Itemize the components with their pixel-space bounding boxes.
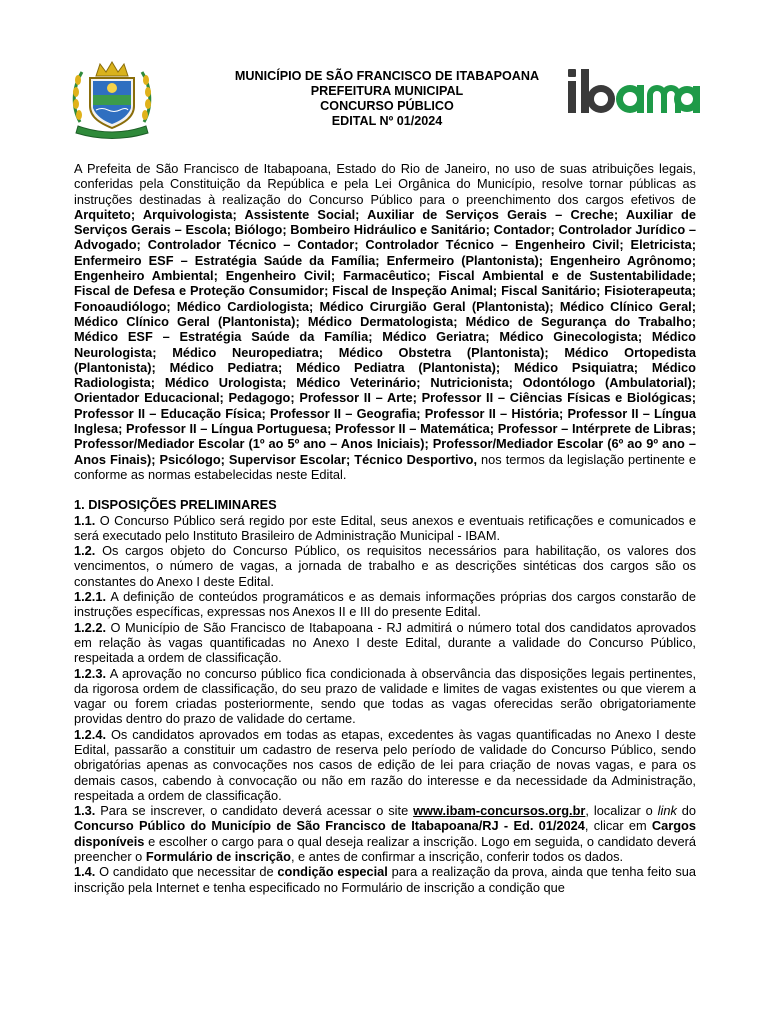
- clause-text: , clicar em: [584, 818, 652, 834]
- clause-1-2-2: [74, 620, 696, 666]
- clause-text: O Município de São Francisco de Itabapoana - RJ admitirá o número total dos candidatos aprovados em relação às vagas quantificadas no Anexo I deste Edital, durante a validade do Concurso Público, respeitada a ordem de classificação.: [74, 619, 696, 666]
- clause-text: A definição de conteúdos programáticos e as demais informações próprias dos cargos constarão de instruções específicas, expressas nos Anexos II e III do presente Edital.: [74, 589, 696, 620]
- condicao-especial-label: condição especial: [277, 864, 388, 880]
- clause-text: A aprovação no concurso público fica condicionada à observância das disposições legais pertinentes, da rigorosa ordem de classificação, do seu prazo de validade e limites de vagas existentes ou que vierem a vagar ou forem criadas posteriormente, sendo que todas as vagas oferecidas serão obrigatoriamente providas dentro do prazo de validade do certame.: [74, 665, 696, 727]
- formulario-label: Formulário de inscrição: [145, 849, 291, 865]
- intro-lead: A Prefeita de São Francisco de Itabapoana, Estado do Rio de Janeiro, no uso de suas atribuições legais, conferidas pela Constituição da República e pela Lei Orgânica do Município, resolve tornar públicas as instruções destinadas à realização do Concurso Público para o preenchimento dos cargos efetivos de: [74, 161, 696, 207]
- clause-number: 1.2.3.: [74, 665, 107, 681]
- clause-number: 1.2.: [74, 543, 96, 559]
- concurso-name: Concurso Público do Município de São Francisco de Itabapoana/RJ - Ed. 01/2024: [74, 818, 585, 834]
- header-prefecture: PREFEITURA MUNICIPAL: [310, 84, 464, 98]
- clause-text: Os candidatos aprovados em todas as etapas, excedentes às vagas quantificadas no Anexo I deste Edital, passarão a constituir um cadastro de reserva pelo período de validade do Concurso Público, sendo obrigatórias apenas as convocações nos casos de edição de lei para criação de novas vagas, e para os demais casos, cabendo à convocação ou não em razão do interesse e da necessidade da Administração, respeitada a ordem de classificação.: [74, 726, 696, 803]
- clause-text: Os cargos objeto do Concurso Público, os requisitos necessários para habilitação, os valores dos vencimentos, o número de vagas, a jornada de trabalho e as descrições sintéticas dos cargos são os constantes do Anexo I deste Edital.: [74, 543, 696, 589]
- ibam-logo-icon: [566, 67, 702, 115]
- municipal-seal-icon: [70, 60, 154, 140]
- cargos-disponiveis-label: Cargos disponíveis: [74, 818, 696, 849]
- link-word: link: [657, 803, 677, 819]
- clause-text: Para se inscrever, o candidato deverá acessar o site: [95, 803, 414, 819]
- clause-text: O Concurso Público será regido por este Edital, seus anexos e eventuais retificações e comunicados e será executado pelo Instituto Brasileiro de Administração Municipal - IBAM.: [74, 512, 696, 543]
- clause-text: do: [676, 803, 696, 819]
- clause-1-2-4: [74, 727, 696, 803]
- header-contest: CONCURSO PÚBLICO: [320, 99, 454, 113]
- clause-text: , localizar o: [585, 803, 658, 819]
- intro-tail: nos termos da legislação pertinente e conforme as normas estabelecidas neste Edital.: [74, 451, 696, 482]
- cargo-list: Arquiteto; Arquivologista; Assistente Social; Auxiliar de Serviços Gerais – Creche; Auxiliar de Serviços Gerais – Escola; Biólogo; Bombeiro Hidráulico e Sanitário; Contador; Controlador Jurídico – Advogado; Controlador Técnico – Contador; Controlador Técnico – Engenheiro Civil; Eletricista; Enfermeiro ESF – Estratégia Saúde da Família; Enfermeiro (Plantonista); Engenheiro Agrônomo; Engenheiro Ambiental; Engenheiro Civil; Farmacêutico; Fiscal Ambiental e de Sustentabilidade; Fiscal de Defesa e Proteção Consumidor; Fiscal de Inspeção Animal; Fiscal Sanitário; Fisioterapeuta; Fonoaudiólogo; Médico Cardiologista; Médico Cirurgião Geral (Plantonista); Médico Clínico Geral; Médico Clínico Geral (Plantonista); Médico Dermatologista; Médico de Segurança do Trabalho; Médico ESF – Estratégia Saúde da Família; Médico Geriatra; Médico Ginecologista; Médico Neurologista; Médico Neuropediatra; Médico Obstetra (Plantonista); Médico Ortopedista (Plantonista); Médico Pediatra; Médico Pediatra (Plantonista); Médico Psiquiatra; Médico Radiologista; Médico Urologista; Médico Veterinário; Nutricionista; Odontólogo (Ambulatorial); Orientador Educacional; Pedagogo; Professor II – Arte; Professor II – Ciências Físicas e Biológicas; Professor II – Educação Física; Professor II – Geografia; Professor II – História; Professor II – Língua Inglesa; Professor II – Língua Portuguesa; Professor II – Matemática; Professor – Intérprete de Libras; Professor/Mediador Escolar (1º ao 5º ano – Anos Iniciais); Professor/Mediador Escolar (6º ao 9º ano – Anos Finais); Psicólogo; Supervisor Escolar; Técnico Desportivo,: [74, 206, 696, 467]
- document-header: [170, 69, 604, 129]
- clause-1-2-3: [74, 666, 696, 727]
- clause-text: para a realização da prova, ainda que tenha feito sua inscrição pela Internet e tenha especificado no Formulário de inscrição a condição que: [74, 864, 696, 895]
- clause-number: 1.1.: [74, 512, 96, 528]
- section-title: 1. DISPOSIÇÕES PRELIMINARES: [74, 497, 277, 513]
- clause-1-3: [74, 803, 696, 864]
- intro-paragraph: [74, 161, 696, 482]
- clause-1-1: [74, 513, 696, 544]
- clause-1-2: [74, 543, 696, 589]
- clause-text: O candidato que necessitar de: [95, 864, 278, 880]
- clause-1-4: [74, 864, 696, 895]
- clause-1-2-1: [74, 589, 696, 620]
- clause-number: 1.2.2.: [74, 619, 107, 635]
- clause-number: 1.2.4.: [74, 726, 107, 742]
- clause-number: 1.2.1.: [74, 589, 107, 605]
- clause-text: , e antes de confirmar a inscrição, conferir todos os dados.: [290, 849, 624, 865]
- header-edital: EDITAL Nº 01/2024: [331, 114, 443, 128]
- header-municipality: MUNICÍPIO DE SÃO FRANCISCO DE ITABAPOANA: [234, 69, 540, 83]
- clause-number: 1.3.: [74, 803, 96, 819]
- edital-body: [74, 161, 696, 895]
- clause-number: 1.4.: [74, 864, 96, 880]
- ibam-site-link[interactable]: www.ibam-concursos.org.br: [413, 803, 586, 819]
- clause-text: e escolher o cargo para o qual deseja realizar a inscrição. Logo em seguida, o candidato deverá preencher o: [74, 833, 696, 865]
